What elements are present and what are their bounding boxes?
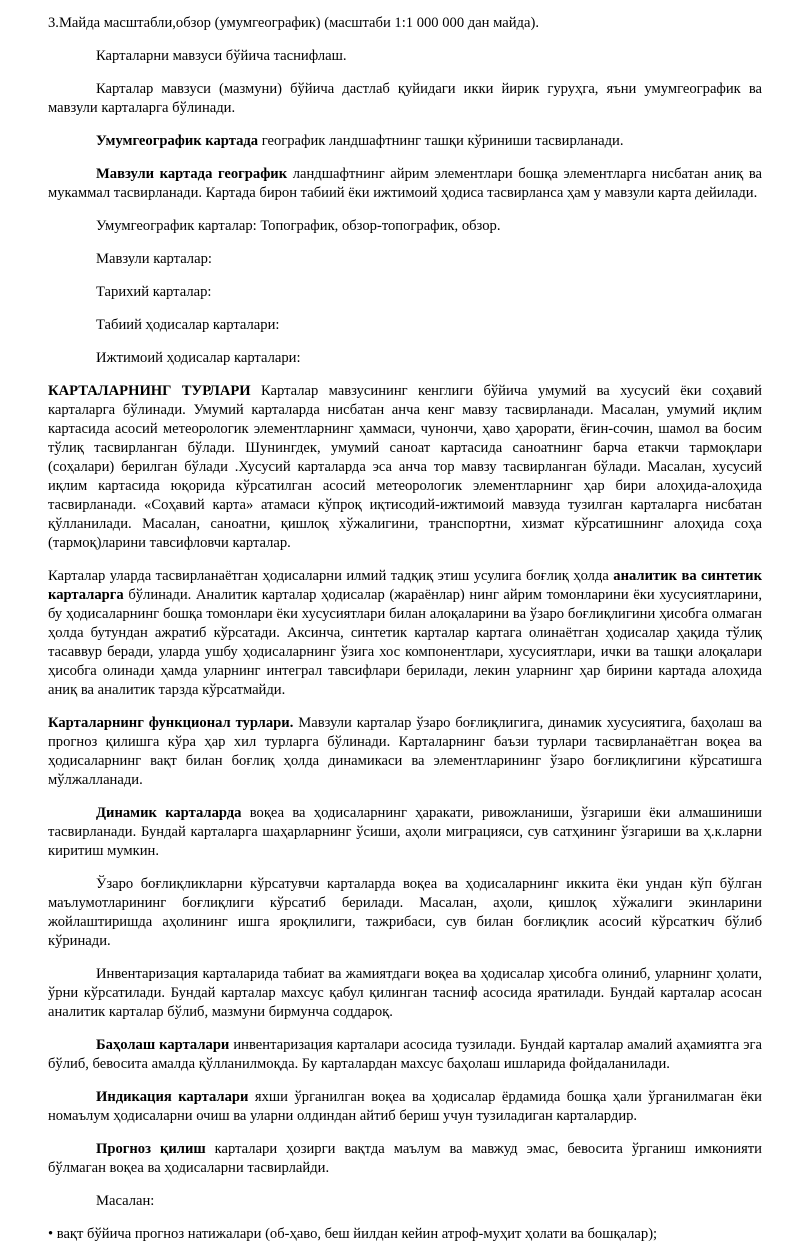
text-analytic-intro: Карталар уларда тасвирланаётган ҳодисаларни илмий тадқиқ этиш усулига боғлиқ ҳолда xyxy=(48,568,614,584)
paragraph-dynamic-maps xyxy=(48,804,762,861)
list-historical-maps: Тарихий карталар: xyxy=(96,284,212,300)
text-map-types: Карталар мавзусининг кенглиги бўйича умумий ва хусусий ёки соҳавий карталарга бўлинади. Умумий карталарда нисбатан анча кенг мавзу тасвирланади. Масалан, умумий иқлим картасида асосий метеорологик элементларнинг ҳаммаси, чунончи, ҳаво ҳарорати, ёғин-сочин, шамол ва босим тўлиқ тасвирланган бўлади. Шунингдек, умумий саноат картасида саноатнинг барча етакчи тармоқлари (соҳалари) берилган бўлади .Хусусий карталарда эса анча тор мавзу тасвирланган бўлади. Масалан, хусусий иқлим картасида юқорида кўрсатилган асосий метеорологик элементларнинг ҳар бири алоҳида-алоҳида тасвирланади. «Соҳавий карта» атамаси кўпроқ иқтисодий-ижтимоий мавзуда тузилган карталарга нисбатан қўлланилади. Масалан, саноатни, қишлоқ хўжалигини, транспортни, хизмат кўрсатишнинг алоҳида соҳа (тармоқ)ларини тавсифловчи карталар. xyxy=(48,383,762,551)
text-forecast-maps: карталари ҳозирги вақтда маълум ва мавжуд эмас, бевосита ўрганиш имконияти бўлмаган воқеа ва ҳодисаларни тасвирлайди. xyxy=(48,1141,762,1176)
heading-functional-types: Карталарнинг функционал турлари. xyxy=(48,715,294,731)
list-general-maps: Умумгеографик карталар: Топографик, обзор-топографик, обзор. xyxy=(96,218,501,234)
list-social-phenomena-maps: Ижтимоий ҳодисалар карталари: xyxy=(96,350,301,366)
term-dynamic-maps: Динамик карталарда xyxy=(96,805,242,821)
paragraph-thematic-map xyxy=(48,165,762,203)
term-indication-maps: Индикация карталари xyxy=(96,1089,249,1105)
section-heading-classification: Карталарни мавзуси бўйича таснифлаш. xyxy=(96,48,347,64)
text-thematic-map: ландшафтнинг айрим элементлари бошқа элементларга нисбатан аниқ ва мукаммал тасвирланади. Картада бирон табиий ёки ижтимоий ҳодиса тасвирланса ҳам у мавзули карта дейилади. xyxy=(48,166,763,201)
paragraph-assessment-maps xyxy=(48,1036,762,1074)
list-thematic-maps: Мавзули карталар: xyxy=(96,251,212,267)
text-assessment-maps: инвентаризация карталари асосида тузилади. Бундай карталар амалий аҳамиятга эга бўлиб, бевосита амалда қўлланилмоқда. Бу карталардан махсус баҳолаш ишларида фойдаланилади. xyxy=(48,1037,763,1072)
paragraph-indication-maps xyxy=(48,1088,762,1126)
list-natural-phenomena-maps: Табиий ҳодисалар карталари: xyxy=(96,317,280,333)
paragraph-analytic-synthetic xyxy=(48,567,762,700)
paragraph-inventory-maps: Инвентаризация карталарида табиат ва жамиятдаги воқеа ва ҳодисалар ҳисобга олиниб, уларнинг ҳолати, ўрни кўрсатилади. Бундай карталар махсус қабул қилинган тасниф асосида яратилади. Бундай карталар асосан аналитик карталар бўлиб, мазмуни бирмунча соддароқ. xyxy=(48,966,762,1020)
term-analytic-synthetic: аналитик ва синтетик карталарга xyxy=(48,568,762,603)
text-general-map: географик ландшафтнинг ташқи кўриниши тасвирланади. xyxy=(258,133,624,149)
term-thematic-map: Мавзули картада географик xyxy=(96,166,288,182)
text-dynamic-maps: воқеа ва ҳодисаларнинг ҳаракати, ривожланиши, ўзгариши ёки алмашиниши тасвирланади. Бундай карталарга шаҳарларнинг ўсиши, аҳоли миграцияси, сув сатҳининг ўзгариши ва ҳ.к.ларни киритиш мумкин. xyxy=(48,805,762,859)
term-forecast-maps: Прогноз қилиш xyxy=(96,1141,206,1157)
term-general-map: Умумгеографик картада xyxy=(96,133,259,149)
bullet-forecast-by-time: • вақт бўйича прогноз натижалари (об-ҳаво, беш йилдан кейин атроф-муҳит ҳолати ва бошқалар); xyxy=(48,1226,658,1242)
text-analytic-body: бўлинади. Аналитик карталар ҳодисалар (жараёнлар) нинг айрим томонларини ёки хусусиятларини, бу ҳодисаларнинг бошқа томонлари ёки хусусиятлари билан алоқаларини ва ўзаро боғлиқлигини ҳисобга олмаган ҳолда бутундан ажратиб кўрсатади. Аксинча, синтетик карталар картага олинаётган ҳодисалар ҳақида тўлиқ тасаввур беради, уларда ушбу ҳодисаларнинг ўзига хос компонентлари, хусусиятлари, ички ва ташқи алоқалари ҳисобга олинади ҳамда уларнинг интеграл тавсифлари берилади, лекин уларнинг ҳар бирини картада алоҳида аниқ ва аналитик тарзда кўрсатмайди. xyxy=(48,587,762,698)
label-for-example: Масалан: xyxy=(96,1193,155,1209)
text-indication-maps: яхши ўрганилган воқеа ва ҳодисалар ёрдамида бошқа ҳали ўрганилмаган ёки номаълум ҳодисаларни очиш ва уларни олдиндан айтиб бериш учун тузиладиган карталардир. xyxy=(48,1089,762,1124)
heading-map-types: КАРТАЛАРНИНГ ТУРЛАРИ xyxy=(48,383,251,399)
term-assessment-maps: Баҳолаш карталари xyxy=(96,1037,230,1053)
paragraph-general-map xyxy=(48,132,762,151)
document-page xyxy=(48,14,762,1244)
text-functional-types: Мавзули карталар ўзаро боғлиқлигига, динамик хусусиятига, баҳолаш ва прогноз қилишга кўра ҳар хил турларга бўлинади. Карталарнинг баъзи турлари тасвирланаётган воқеа ва ҳодисаларнинг вақт билан боғлиқ ҳолда динамикаси ва элементларининг ўзаро боғлиқлигини кўрсатишга мўлжалланади. xyxy=(48,715,762,788)
paragraph-functional-types xyxy=(48,714,762,790)
paragraph-forecast-maps xyxy=(48,1140,762,1178)
scale-item-3: 3.Майда масштабли,обзор (умумгеографик) (масштаби 1:1 000 000 дан майда). xyxy=(48,15,539,31)
paragraph-map-types xyxy=(48,382,762,553)
paragraph-interrelation-maps: Ўзаро боғлиқликларни кўрсатувчи карталарда воқеа ва ҳодисаларнинг иккита ёки ундан кўп бўлган маълумотларининг боғлиқлиги кўрсатиб берилади. Масалан, аҳоли, қишлоқ хўжалиги экинларини жойлаштиришда аҳолининг ишга яроқлилиги, тажрибаси, сув билан боғлиқлик асосий кўрсаткич бўлиб кўринади. xyxy=(48,876,762,949)
paragraph-groups-intro: Карталар мавзуси (мазмуни) бўйича дастлаб қуйидаги икки йирик гуруҳга, яъни умумгеографик ва мавзули карталарга бўлинади. xyxy=(48,81,762,116)
